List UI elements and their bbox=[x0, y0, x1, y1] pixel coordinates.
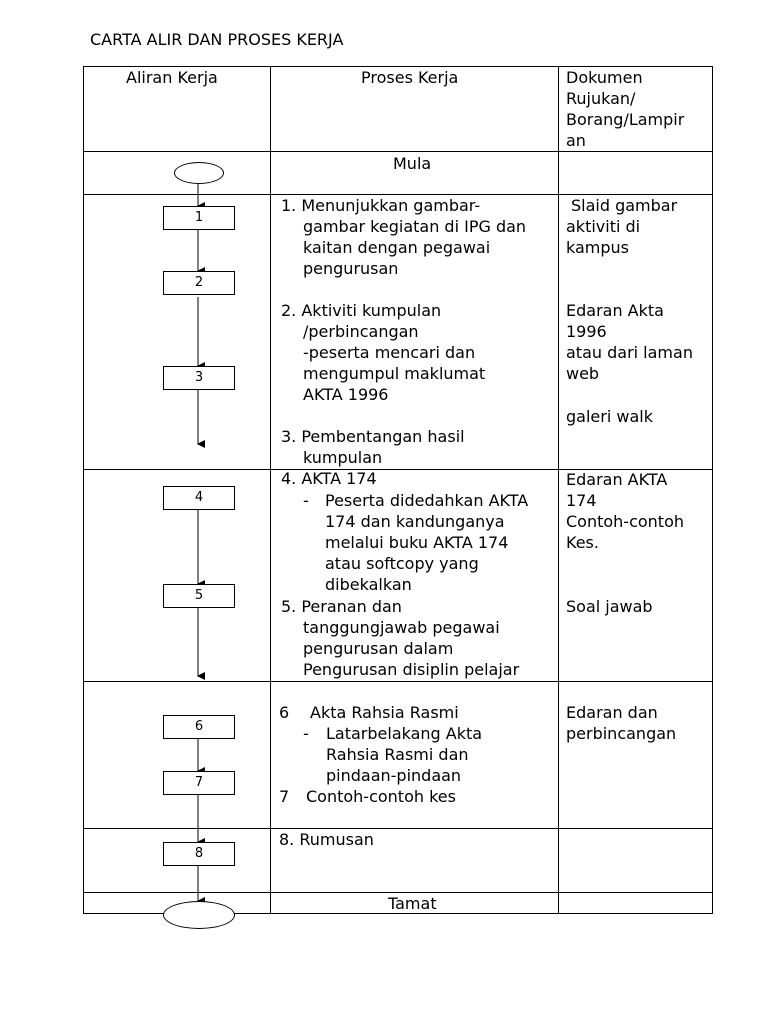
flow-step-box: 1 bbox=[163, 206, 235, 230]
document-line: web bbox=[566, 364, 600, 383]
flow-step-box: 2 bbox=[163, 271, 235, 295]
document-line: perbincangan bbox=[566, 724, 677, 743]
tamat-label: Tamat bbox=[388, 894, 437, 913]
flow-step-box: 3 bbox=[163, 366, 235, 390]
start-terminator bbox=[174, 162, 224, 184]
process-line: mengumpul maklumat bbox=[303, 364, 486, 383]
document-line: 1996 bbox=[566, 322, 607, 341]
document-line: kampus bbox=[566, 238, 630, 257]
process-line: 2. Aktiviti kumpulan bbox=[281, 301, 442, 320]
flow-step-box: 7 bbox=[163, 771, 235, 795]
process-line: Pengurusan disiplin pelajar bbox=[303, 660, 520, 679]
process-line: 174 dan kandunganya bbox=[325, 512, 505, 531]
process-line: 8. Rumusan bbox=[279, 830, 374, 849]
process-line: pengurusan dalam bbox=[303, 639, 454, 658]
process-line: /perbincangan bbox=[303, 322, 419, 341]
document-line: Slaid gambar bbox=[571, 196, 678, 215]
page-title: CARTA ALIR DAN PROSES KERJA bbox=[90, 30, 344, 49]
process-line: kumpulan bbox=[303, 448, 383, 467]
document-line: aktiviti di bbox=[566, 217, 641, 236]
process-line: Latarbelakang Akta bbox=[326, 724, 483, 743]
document-line: Edaran Akta bbox=[566, 301, 664, 320]
process-line: 3. Pembentangan hasil bbox=[281, 427, 465, 446]
process-line: pindaan-pindaan bbox=[326, 766, 462, 785]
process-line: 4. AKTA 174 bbox=[281, 469, 377, 488]
process-line: Peserta didedahkan AKTA bbox=[325, 491, 529, 510]
process-number: 7 bbox=[279, 787, 290, 806]
process-line: Rahsia Rasmi dan bbox=[326, 745, 469, 764]
flow-step-box: 4 bbox=[163, 486, 235, 510]
document-line: Edaran dan bbox=[566, 703, 658, 722]
process-line: pengurusan bbox=[303, 259, 399, 278]
flow-step-box: 5 bbox=[163, 584, 235, 608]
header-dokumen-line: Borang/Lampir bbox=[566, 110, 685, 129]
header-dokumen-line: Rujukan/ bbox=[566, 89, 636, 108]
header-aliran-kerja: Aliran Kerja bbox=[126, 68, 218, 87]
process-line: tanggungjawab pegawai bbox=[303, 618, 500, 637]
header-dokumen-line: Dokumen bbox=[566, 68, 643, 87]
process-line: Contoh-contoh kes bbox=[306, 787, 456, 806]
process-line: Akta Rahsia Rasmi bbox=[310, 703, 459, 722]
header-proses-kerja: Proses Kerja bbox=[361, 68, 459, 87]
process-line: kaitan dengan pegawai bbox=[303, 238, 491, 257]
document-line: Soal jawab bbox=[566, 597, 653, 616]
process-dash: - bbox=[303, 491, 309, 510]
process-line: -peserta mencari dan bbox=[303, 343, 476, 362]
process-line: 5. Peranan dan bbox=[281, 597, 402, 616]
process-dash: - bbox=[303, 724, 309, 743]
document-line: Edaran AKTA bbox=[566, 470, 668, 489]
document-line: galeri walk bbox=[566, 407, 653, 426]
process-line: 1. Menunjukkan gambar- bbox=[281, 196, 481, 215]
header-dokumen-line: an bbox=[566, 131, 586, 150]
process-line: dibekalkan bbox=[325, 575, 412, 594]
document-line: Kes. bbox=[566, 533, 599, 552]
document-line: atau dari laman bbox=[566, 343, 693, 362]
process-line: AKTA 1996 bbox=[303, 385, 389, 404]
document-line: Contoh-contoh bbox=[566, 512, 685, 531]
document-line: 174 bbox=[566, 491, 597, 510]
flow-step-box: 6 bbox=[163, 715, 235, 739]
process-number: 6 bbox=[279, 703, 290, 722]
process-line: gambar kegiatan di IPG dan bbox=[303, 217, 527, 236]
flow-step-box: 8 bbox=[163, 842, 235, 866]
process-line: atau softcopy yang bbox=[325, 554, 479, 573]
process-line: melalui buku AKTA 174 bbox=[325, 533, 509, 552]
mula-label: Mula bbox=[393, 154, 432, 173]
end-terminator bbox=[163, 901, 235, 929]
